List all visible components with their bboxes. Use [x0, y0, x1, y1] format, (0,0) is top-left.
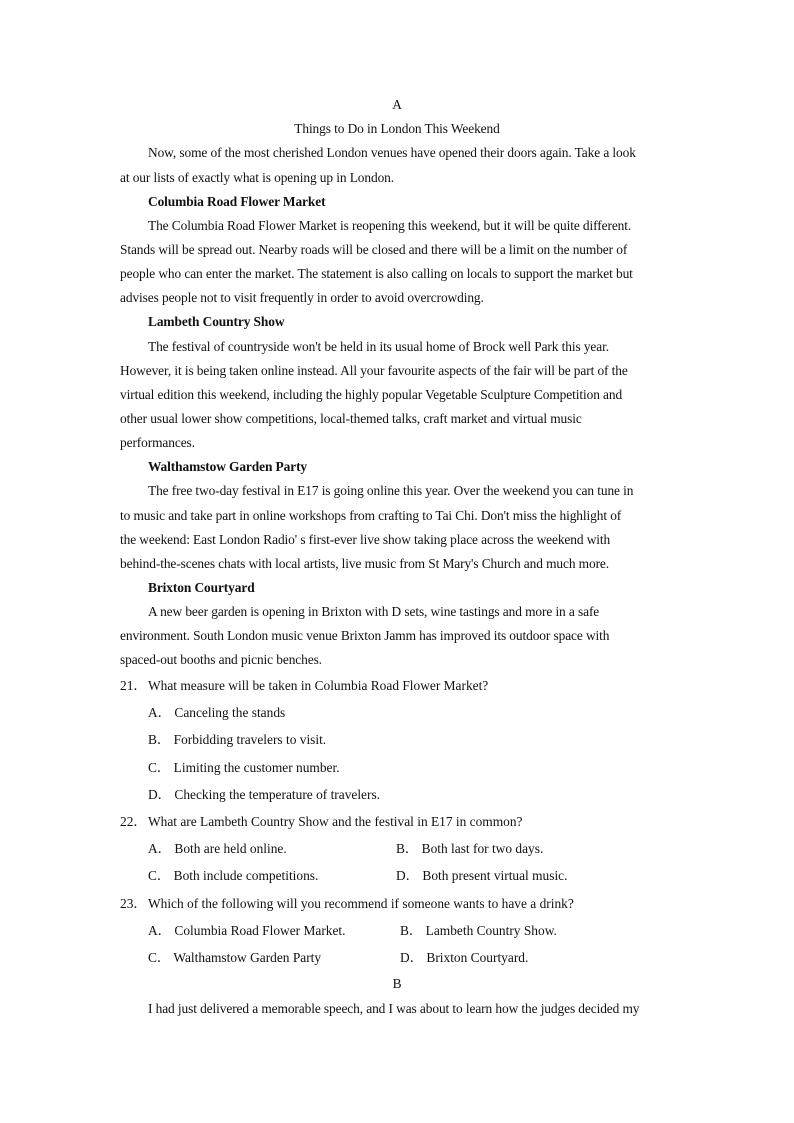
intro-line: at our lists of exactly what is opening up in London.: [120, 170, 395, 185]
answer-option: A． Both are held online.: [148, 841, 287, 856]
answer-option: D． Both present virtual music.: [396, 868, 568, 883]
passage-b-line: I had just delivered a memorable speech, and I was about to learn how the judges decided my: [148, 1001, 640, 1016]
question-number: 21．: [120, 678, 147, 693]
question-text: What are Lambeth Country Show and the festival in E17 in common?: [148, 814, 523, 829]
venue-text-line: performances.: [120, 435, 195, 450]
answer-option: D． Checking the temperature of travelers.: [148, 787, 381, 802]
question-number: 23．: [120, 896, 147, 911]
venue-text-line: virtual edition this weekend, including the highly popular Vegetable Sculpture Competition and: [120, 387, 623, 402]
question-text: Which of the following will you recommend if someone wants to have a drink?: [148, 896, 574, 911]
venue-text-line: However, it is being taken online instead. All your favourite aspects of the fair will be part of the: [120, 363, 628, 378]
venue-heading: Columbia Road Flower Market: [148, 194, 326, 209]
venue-text-line: A new beer garden is opening in Brixton with D sets, wine tastings and more in a safe: [148, 604, 600, 619]
venue-text-line: behind-the-scenes chats with local artists, live music from St Mary's Church and much more.: [120, 556, 610, 571]
intro-line: Now, some of the most cherished London venues have opened their doors again. Take a look: [148, 145, 636, 160]
question-text: What measure will be taken in Columbia Road Flower Market?: [148, 678, 489, 693]
answer-option: C． Walthamstow Garden Party: [148, 950, 322, 965]
venue-text-line: other usual lower show competitions, local-themed talks, craft market and virtual music: [120, 411, 582, 426]
passage-title: Things to Do in London This Weekend: [294, 121, 500, 136]
venue-text-line: environment. South London music venue Brixton Jamm has improved its outdoor space with: [120, 628, 610, 643]
venue-text-line: spaced-out booths and picnic benches.: [120, 652, 322, 667]
venue-heading: Brixton Courtyard: [148, 580, 255, 595]
answer-option: D． Brixton Courtyard.: [400, 950, 529, 965]
answer-option: A． Columbia Road Flower Market.: [148, 923, 346, 938]
answer-option: B． Both last for two days.: [396, 841, 544, 856]
venue-text-line: The Columbia Road Flower Market is reopening this weekend, but it will be quite different.: [148, 218, 632, 233]
section-b-label: B: [392, 976, 402, 991]
section-a-label: A: [392, 97, 402, 112]
answer-option: B． Lambeth Country Show.: [400, 923, 557, 938]
answer-option: B． Forbidding travelers to visit.: [148, 732, 327, 747]
answer-option: A． Canceling the stands: [148, 705, 286, 720]
venue-text-line: The free two-day festival in E17 is going online this year. Over the weekend you can tune in: [148, 483, 634, 498]
question-number: 22．: [120, 814, 147, 829]
venue-text-line: advises people not to visit frequently in order to avoid overcrowding.: [120, 290, 484, 305]
venue-heading: Walthamstow Garden Party: [148, 459, 308, 474]
venue-text-line: people who can enter the market. The statement is also calling on locals to support the market but: [120, 266, 633, 281]
answer-option: C． Both include competitions.: [148, 868, 319, 883]
venue-text-line: Stands will be spread out. Nearby roads will be closed and there will be a limit on the number of: [120, 242, 628, 257]
venue-text-line: The festival of countryside won't be held in its usual home of Brock well Park this year.: [148, 339, 609, 354]
venue-heading: Lambeth Country Show: [148, 314, 285, 329]
venue-text-line: the weekend: East London Radio' s first-ever live show taking place across the weekend with: [120, 532, 611, 547]
venue-text-line: to music and take part in online workshops from crafting to Tai Chi. Don't miss the highlight of: [120, 508, 622, 523]
answer-option: C． Limiting the customer number.: [148, 760, 340, 775]
